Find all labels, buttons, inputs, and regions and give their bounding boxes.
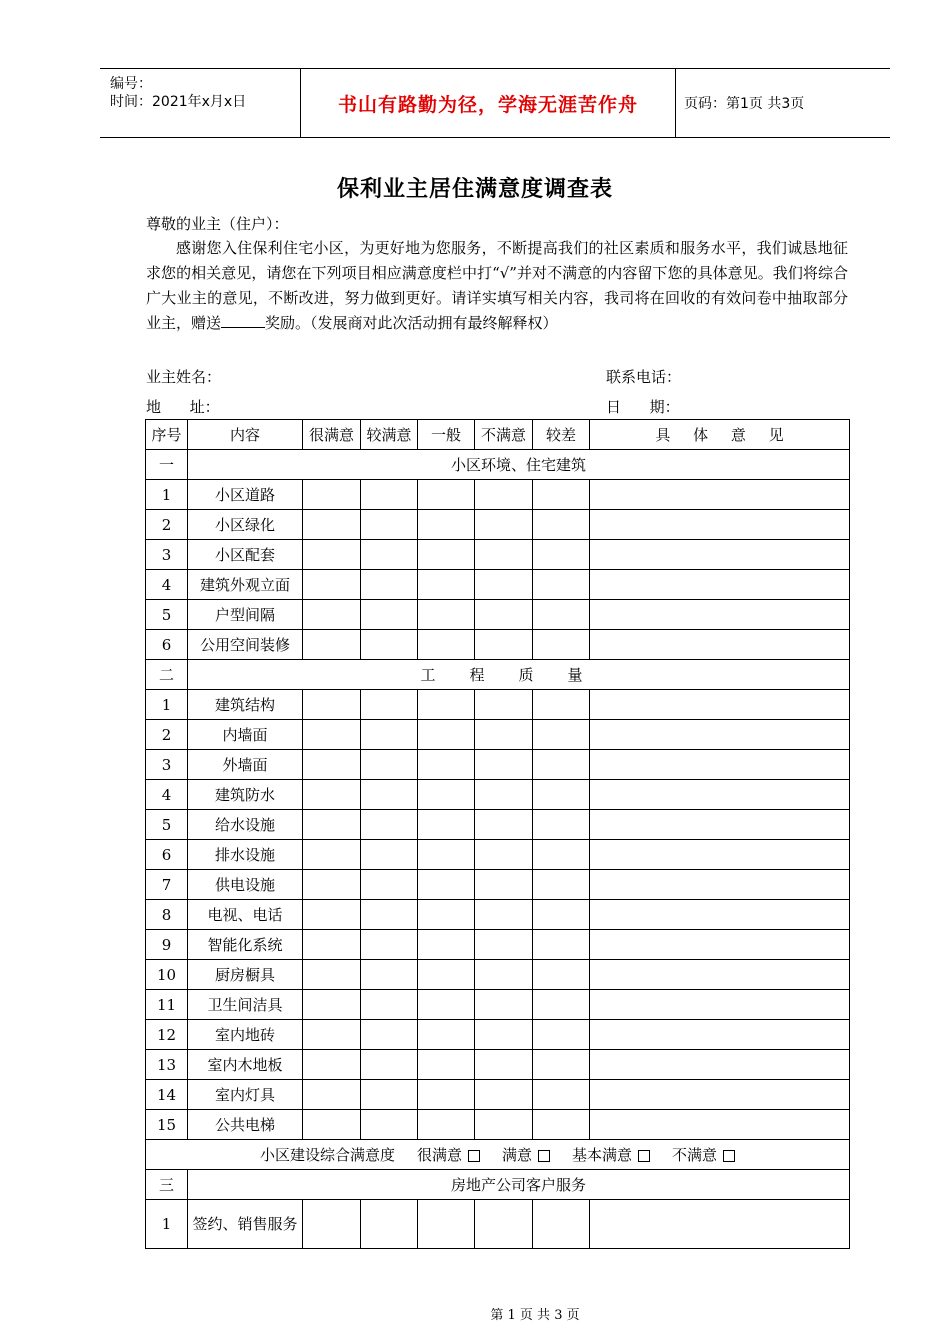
unsatisfied-cell[interactable] xyxy=(475,540,533,570)
satisfied-cell[interactable] xyxy=(361,600,418,630)
unsatisfied-cell[interactable] xyxy=(475,1080,533,1110)
checkbox-icon[interactable] xyxy=(723,1150,735,1162)
row-item: 建筑结构 xyxy=(188,690,303,720)
poor-cell[interactable] xyxy=(533,630,590,660)
very-satisfied-cell[interactable] xyxy=(303,690,361,720)
unsatisfied-cell[interactable] xyxy=(475,690,533,720)
row-number: 1 xyxy=(146,1200,188,1249)
summary-option[interactable] xyxy=(672,1146,735,1164)
table-row xyxy=(146,840,850,870)
opinion-cell[interactable] xyxy=(590,600,850,630)
table-row xyxy=(146,570,850,600)
opinion-cell[interactable] xyxy=(590,780,850,810)
unsatisfied-cell[interactable] xyxy=(475,1050,533,1080)
poor-cell[interactable] xyxy=(533,1080,590,1110)
average-cell[interactable] xyxy=(418,990,475,1020)
poor-cell[interactable] xyxy=(533,1200,590,1249)
very-satisfied-cell[interactable] xyxy=(303,960,361,990)
summary-option[interactable] xyxy=(572,1146,650,1164)
unsatisfied-cell[interactable] xyxy=(475,1110,533,1140)
section-title xyxy=(188,450,850,480)
serial-label: 编号： xyxy=(110,76,152,92)
header-cell: 很满意 xyxy=(303,420,361,450)
average-cell[interactable] xyxy=(418,810,475,840)
unsatisfied-cell[interactable] xyxy=(475,870,533,900)
unsatisfied-cell[interactable] xyxy=(475,750,533,780)
unsatisfied-cell[interactable] xyxy=(475,900,533,930)
table-row xyxy=(146,480,850,510)
satisfied-cell[interactable] xyxy=(361,510,418,540)
summary-label: 小区建设综合满意度 xyxy=(259,1146,395,1164)
summary-option-label: 基本满意 xyxy=(572,1146,633,1164)
row-number: 6 xyxy=(146,840,188,870)
row-item: 厨房橱具 xyxy=(188,960,303,990)
opinion-cell[interactable] xyxy=(590,870,850,900)
row-number: 10 xyxy=(146,960,188,990)
table-row xyxy=(146,750,850,780)
opinion-cell[interactable] xyxy=(590,1200,850,1249)
satisfied-cell[interactable] xyxy=(361,1020,418,1050)
header-meta-cell xyxy=(100,69,301,137)
opinion-cell[interactable] xyxy=(590,960,850,990)
poor-cell[interactable] xyxy=(533,750,590,780)
address-label: 地 址： xyxy=(146,398,220,416)
summary-row xyxy=(146,1140,850,1170)
header-cell: 较差 xyxy=(533,420,590,450)
page-info-cell xyxy=(676,69,890,137)
average-cell[interactable] xyxy=(418,780,475,810)
poor-cell[interactable] xyxy=(533,720,590,750)
opinion-cell[interactable] xyxy=(590,630,850,660)
row-item: 室内地砖 xyxy=(188,1020,303,1050)
row-item: 签约、销售服务 xyxy=(188,1200,303,1249)
row-item: 排水设施 xyxy=(188,840,303,870)
row-number: 9 xyxy=(146,930,188,960)
poor-cell[interactable] xyxy=(533,930,590,960)
very-satisfied-cell[interactable] xyxy=(303,990,361,1020)
unsatisfied-cell[interactable] xyxy=(475,930,533,960)
row-number: 2 xyxy=(146,510,188,540)
satisfied-cell[interactable] xyxy=(361,810,418,840)
table-row xyxy=(146,510,850,540)
average-cell[interactable] xyxy=(418,840,475,870)
table-row xyxy=(146,780,850,810)
satisfied-cell[interactable] xyxy=(361,1050,418,1080)
row-item: 小区配套 xyxy=(188,540,303,570)
satisfied-cell[interactable] xyxy=(361,570,418,600)
average-cell[interactable] xyxy=(418,630,475,660)
unsatisfied-cell[interactable] xyxy=(475,1200,533,1249)
row-number: 1 xyxy=(146,480,188,510)
average-cell[interactable] xyxy=(418,510,475,540)
summary-option-label: 不满意 xyxy=(672,1146,718,1164)
average-cell[interactable] xyxy=(418,870,475,900)
section-number: 三 xyxy=(146,1170,188,1200)
survey-table xyxy=(145,419,850,1249)
row-number: 3 xyxy=(146,750,188,780)
row-item: 供电设施 xyxy=(188,870,303,900)
row-item: 公共电梯 xyxy=(188,1110,303,1140)
average-cell[interactable] xyxy=(418,1020,475,1050)
section-title-text: 工程质量 xyxy=(420,666,617,684)
very-satisfied-cell[interactable] xyxy=(303,540,361,570)
section-title xyxy=(188,1170,850,1200)
intro-paragraph xyxy=(146,236,848,336)
row-item: 室内木地板 xyxy=(188,1050,303,1080)
page-footer: 第 1 页 共 3 页 xyxy=(490,1308,580,1323)
header-cell: 一般 xyxy=(418,420,475,450)
section-title-text: 房地产公司客户服务 xyxy=(450,1176,586,1194)
very-satisfied-cell[interactable] xyxy=(303,630,361,660)
unsatisfied-cell[interactable] xyxy=(475,1020,533,1050)
date-label: 日 期： xyxy=(606,398,680,416)
very-satisfied-cell[interactable] xyxy=(303,570,361,600)
opinion-cell[interactable] xyxy=(590,810,850,840)
unsatisfied-cell[interactable] xyxy=(475,720,533,750)
table-row xyxy=(146,690,850,720)
very-satisfied-cell[interactable] xyxy=(303,600,361,630)
row-item: 智能化系统 xyxy=(188,930,303,960)
section-number: 一 xyxy=(146,450,188,480)
average-cell[interactable] xyxy=(418,750,475,780)
checkbox-icon[interactable] xyxy=(468,1150,480,1162)
poor-cell[interactable] xyxy=(533,510,590,540)
average-cell[interactable] xyxy=(418,540,475,570)
row-item: 建筑外观立面 xyxy=(188,570,303,600)
table-row xyxy=(146,1020,850,1050)
table-row xyxy=(146,600,850,630)
table-row xyxy=(146,1200,850,1249)
opinion-cell[interactable] xyxy=(590,930,850,960)
unsatisfied-cell[interactable] xyxy=(475,780,533,810)
row-number: 5 xyxy=(146,600,188,630)
poor-cell[interactable] xyxy=(533,960,590,990)
satisfied-cell[interactable] xyxy=(361,870,418,900)
poor-cell[interactable] xyxy=(533,690,590,720)
poor-cell[interactable] xyxy=(533,840,590,870)
table-row xyxy=(146,990,850,1020)
very-satisfied-cell[interactable] xyxy=(303,900,361,930)
average-cell[interactable] xyxy=(418,1080,475,1110)
phone-label: 联系电话： xyxy=(606,368,682,386)
poor-cell[interactable] xyxy=(533,810,590,840)
section-row xyxy=(146,1170,850,1200)
table-row xyxy=(146,1050,850,1080)
very-satisfied-cell[interactable] xyxy=(303,750,361,780)
summary-option-label: 满意 xyxy=(501,1146,532,1164)
very-satisfied-cell[interactable] xyxy=(303,1200,361,1249)
satisfied-cell[interactable] xyxy=(361,690,418,720)
satisfied-cell[interactable] xyxy=(361,1080,418,1110)
average-cell[interactable] xyxy=(418,930,475,960)
row-item: 卫生间洁具 xyxy=(188,990,303,1020)
row-item: 电视、电话 xyxy=(188,900,303,930)
opinion-cell[interactable] xyxy=(590,750,850,780)
very-satisfied-cell[interactable] xyxy=(303,1080,361,1110)
row-item: 公用空间装修 xyxy=(188,630,303,660)
owner-name-label: 业主姓名： xyxy=(146,368,222,386)
very-satisfied-cell[interactable] xyxy=(303,1110,361,1140)
poor-cell[interactable] xyxy=(533,870,590,900)
very-satisfied-cell[interactable] xyxy=(303,720,361,750)
poor-cell[interactable] xyxy=(533,540,590,570)
opinion-cell[interactable] xyxy=(590,720,850,750)
very-satisfied-cell[interactable] xyxy=(303,870,361,900)
table-row xyxy=(146,810,850,840)
row-number: 4 xyxy=(146,780,188,810)
average-cell[interactable] xyxy=(418,1200,475,1249)
section-title xyxy=(188,660,850,690)
summary-option[interactable] xyxy=(417,1146,480,1164)
average-cell[interactable] xyxy=(418,480,475,510)
satisfied-cell[interactable] xyxy=(361,720,418,750)
very-satisfied-cell[interactable] xyxy=(303,780,361,810)
motto: 书山有路勤为径，学海无涯苦作舟 xyxy=(337,93,638,116)
satisfied-cell[interactable] xyxy=(361,540,418,570)
very-satisfied-cell[interactable] xyxy=(303,510,361,540)
average-cell[interactable] xyxy=(418,1050,475,1080)
average-cell[interactable] xyxy=(418,960,475,990)
satisfied-cell[interactable] xyxy=(361,1200,418,1249)
poor-cell[interactable] xyxy=(533,900,590,930)
opinion-cell[interactable] xyxy=(590,480,850,510)
row-number: 8 xyxy=(146,900,188,930)
time-label: 时间：2021年x月x日 xyxy=(110,94,247,110)
row-number: 2 xyxy=(146,720,188,750)
opinion-cell[interactable] xyxy=(590,540,850,570)
table-row xyxy=(146,1110,850,1140)
prize-blank[interactable] xyxy=(221,313,265,328)
poor-cell[interactable] xyxy=(533,990,590,1020)
row-number: 11 xyxy=(146,990,188,1020)
row-item: 给水设施 xyxy=(188,810,303,840)
row-number: 4 xyxy=(146,570,188,600)
summary-option-label: 很满意 xyxy=(416,1146,462,1164)
poor-cell[interactable] xyxy=(533,600,590,630)
poor-cell[interactable] xyxy=(533,480,590,510)
poor-cell[interactable] xyxy=(533,1020,590,1050)
summary-cell xyxy=(146,1140,850,1170)
summary-option[interactable] xyxy=(502,1146,550,1164)
opinion-cell[interactable] xyxy=(590,840,850,870)
row-number: 1 xyxy=(146,690,188,720)
section-row xyxy=(146,450,850,480)
poor-cell[interactable] xyxy=(533,780,590,810)
satisfied-cell[interactable] xyxy=(361,630,418,660)
satisfied-cell[interactable] xyxy=(361,900,418,930)
average-cell[interactable] xyxy=(418,690,475,720)
very-satisfied-cell[interactable] xyxy=(303,840,361,870)
section-row xyxy=(146,660,850,690)
opinion-cell[interactable] xyxy=(590,570,850,600)
satisfied-cell[interactable] xyxy=(361,930,418,960)
opinion-cell[interactable] xyxy=(590,1080,850,1110)
document-header xyxy=(100,68,890,138)
table-row xyxy=(146,870,850,900)
row-item: 建筑防水 xyxy=(188,780,303,810)
unsatisfied-cell[interactable] xyxy=(475,600,533,630)
row-number: 7 xyxy=(146,870,188,900)
opinion-cell[interactable] xyxy=(590,1110,850,1140)
unsatisfied-cell[interactable] xyxy=(475,960,533,990)
header-cell: 不满意 xyxy=(475,420,533,450)
table-row xyxy=(146,900,850,930)
poor-cell[interactable] xyxy=(533,1110,590,1140)
header-cell: 序号 xyxy=(146,420,188,450)
row-number: 5 xyxy=(146,810,188,840)
table-row xyxy=(146,630,850,660)
very-satisfied-cell[interactable] xyxy=(303,810,361,840)
row-item: 内墙面 xyxy=(188,720,303,750)
table-row xyxy=(146,540,850,570)
intro-text-1: 感谢您入住保利住宅小区，为更好地为您服务，不断提高我们的社区素质和服务水平，我们诚恳地征求您的相关意见，请您在下列项目相应满意度栏中打“√”并对不满意的内容留下您的具体意见。我们将综合广大业主的意见，不断改进，努力做到更好。请详实填写相关内容，我司将在回收的有效问卷中抽取部分业主，赠送 xyxy=(146,239,848,332)
table-row xyxy=(146,960,850,990)
unsatisfied-cell[interactable] xyxy=(475,570,533,600)
unsatisfied-cell[interactable] xyxy=(475,990,533,1020)
average-cell[interactable] xyxy=(418,1110,475,1140)
very-satisfied-cell[interactable] xyxy=(303,1020,361,1050)
satisfied-cell[interactable] xyxy=(361,480,418,510)
table-row xyxy=(146,930,850,960)
row-item: 小区道路 xyxy=(188,480,303,510)
very-satisfied-cell[interactable] xyxy=(303,1050,361,1080)
row-item: 外墙面 xyxy=(188,750,303,780)
opinion-cell[interactable] xyxy=(590,1020,850,1050)
checkbox-icon[interactable] xyxy=(538,1150,550,1162)
header-cell: 较满意 xyxy=(361,420,418,450)
section-title-text: 小区环境、住宅建筑 xyxy=(450,456,586,474)
row-number: 12 xyxy=(146,1020,188,1050)
table-header-row xyxy=(146,420,850,450)
greeting: 尊敬的业主（住户）： xyxy=(146,215,289,233)
opinion-cell[interactable] xyxy=(590,510,850,540)
row-item: 室内灯具 xyxy=(188,1080,303,1110)
very-satisfied-cell[interactable] xyxy=(303,930,361,960)
row-number: 15 xyxy=(146,1110,188,1140)
row-number: 3 xyxy=(146,540,188,570)
header-cell: 内容 xyxy=(188,420,303,450)
opinion-cell[interactable] xyxy=(590,690,850,720)
table-row xyxy=(146,1080,850,1110)
page-title: 保利业主居住满意度调查表 xyxy=(336,177,613,202)
satisfied-cell[interactable] xyxy=(361,990,418,1020)
row-item: 小区绿化 xyxy=(188,510,303,540)
poor-cell[interactable] xyxy=(533,570,590,600)
unsatisfied-cell[interactable] xyxy=(475,630,533,660)
opinion-cell[interactable] xyxy=(590,990,850,1020)
satisfied-cell[interactable] xyxy=(361,840,418,870)
average-cell[interactable] xyxy=(418,900,475,930)
row-number: 6 xyxy=(146,630,188,660)
row-item: 户型间隔 xyxy=(188,600,303,630)
opinion-cell[interactable] xyxy=(590,900,850,930)
intro-text-2: 奖励。（发展商对此次活动拥有最终解释权） xyxy=(265,314,558,332)
very-satisfied-cell[interactable] xyxy=(303,480,361,510)
unsatisfied-cell[interactable] xyxy=(475,840,533,870)
checkbox-icon[interactable] xyxy=(638,1150,650,1162)
satisfied-cell[interactable] xyxy=(361,1110,418,1140)
section-number: 二 xyxy=(146,660,188,690)
unsatisfied-cell[interactable] xyxy=(475,480,533,510)
satisfied-cell[interactable] xyxy=(361,780,418,810)
poor-cell[interactable] xyxy=(533,1050,590,1080)
average-cell[interactable] xyxy=(418,600,475,630)
average-cell[interactable] xyxy=(418,570,475,600)
row-number: 13 xyxy=(146,1050,188,1080)
row-number: 14 xyxy=(146,1080,188,1110)
header-cell: 具 体 意 见 xyxy=(590,420,850,450)
satisfied-cell[interactable] xyxy=(361,750,418,780)
opinion-cell[interactable] xyxy=(590,1050,850,1080)
satisfied-cell[interactable] xyxy=(361,960,418,990)
table-row xyxy=(146,720,850,750)
unsatisfied-cell[interactable] xyxy=(475,810,533,840)
page-info: 页码：第1页 共3页 xyxy=(684,96,805,112)
unsatisfied-cell[interactable] xyxy=(475,510,533,540)
motto-cell xyxy=(301,69,676,137)
average-cell[interactable] xyxy=(418,720,475,750)
